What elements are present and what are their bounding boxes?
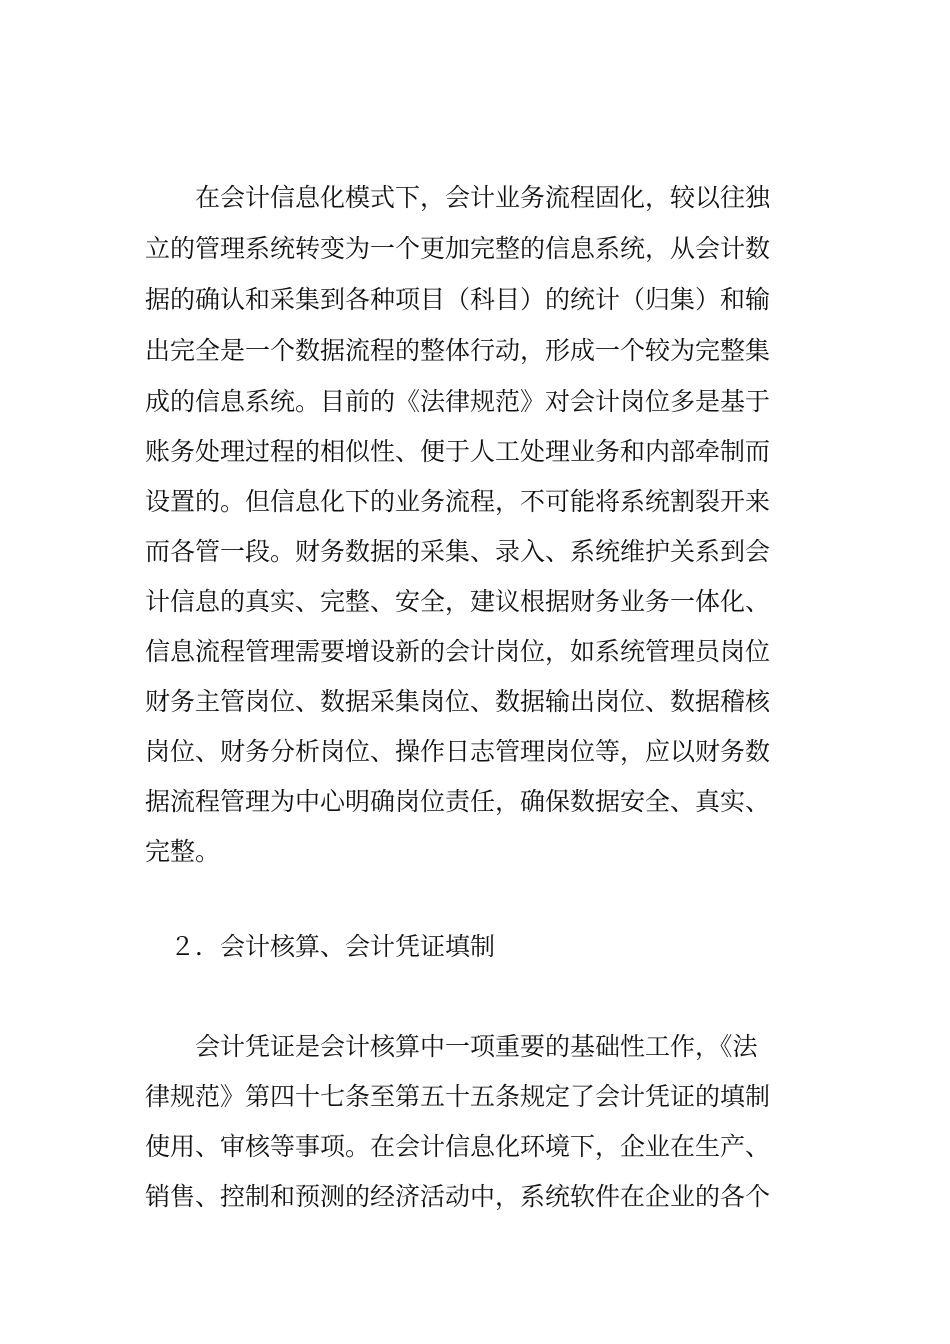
paragraph-line: 岗位、财务分析岗位、操作日志管理岗位等，应以财务数: [145, 737, 771, 766]
paragraph-line: 而各管一段。财务数据的采集、录入、系统维护关系到会: [145, 537, 771, 566]
section-heading: ２．会计核算、会计凭证填制: [145, 932, 496, 961]
paragraph-line: 账务处理过程的相似性、便于人工处理业务和内部牵制而: [145, 437, 771, 466]
paragraph-line: 律规范》第四十七条至第五十五条规定了会计凭证的填制: [145, 1082, 771, 1111]
paragraph-line: 在会计信息化模式下，会计业务流程固化，较以往独: [145, 183, 771, 212]
paragraph-line: 设置的。但信息化下的业务流程，不可能将系统割裂开来: [145, 487, 771, 516]
paragraph-line: 使用、审核等事项。在会计信息化环境下，企业在生产、: [145, 1132, 771, 1161]
paragraph-line: 据的确认和采集到各种项目（科目）的统计（归集）和输: [145, 285, 771, 314]
paragraph-line: 完整。: [145, 837, 221, 866]
paragraph-line: 财务主管岗位、数据采集岗位、数据输出岗位、数据稽核: [145, 687, 771, 716]
paragraph-line: 据流程管理为中心明确岗位责任，确保数据安全、真实、: [145, 787, 771, 816]
paragraph-line: 会计凭证是会计核算中一项重要的基础性工作，《法: [145, 1032, 758, 1061]
paragraph-line: 信息流程管理需要增设新的会计岗位，如系统管理员岗位: [145, 637, 771, 666]
paragraph-line: 成的信息系统。目前的《法律规范》对会计岗位多是基于: [145, 387, 771, 416]
paragraph-line: 出完全是一个数据流程的整体行动，形成一个较为完整集: [145, 336, 771, 365]
paragraph-line: 立的管理系统转变为一个更加完整的信息系统，从会计数: [145, 234, 771, 263]
paragraph-line: 计信息的真实、完整、安全，建议根据财务业务一体化、: [145, 587, 771, 616]
paragraph-line: 销售、控制和预测的经济活动中，系统软件在企业的各个: [145, 1182, 771, 1211]
